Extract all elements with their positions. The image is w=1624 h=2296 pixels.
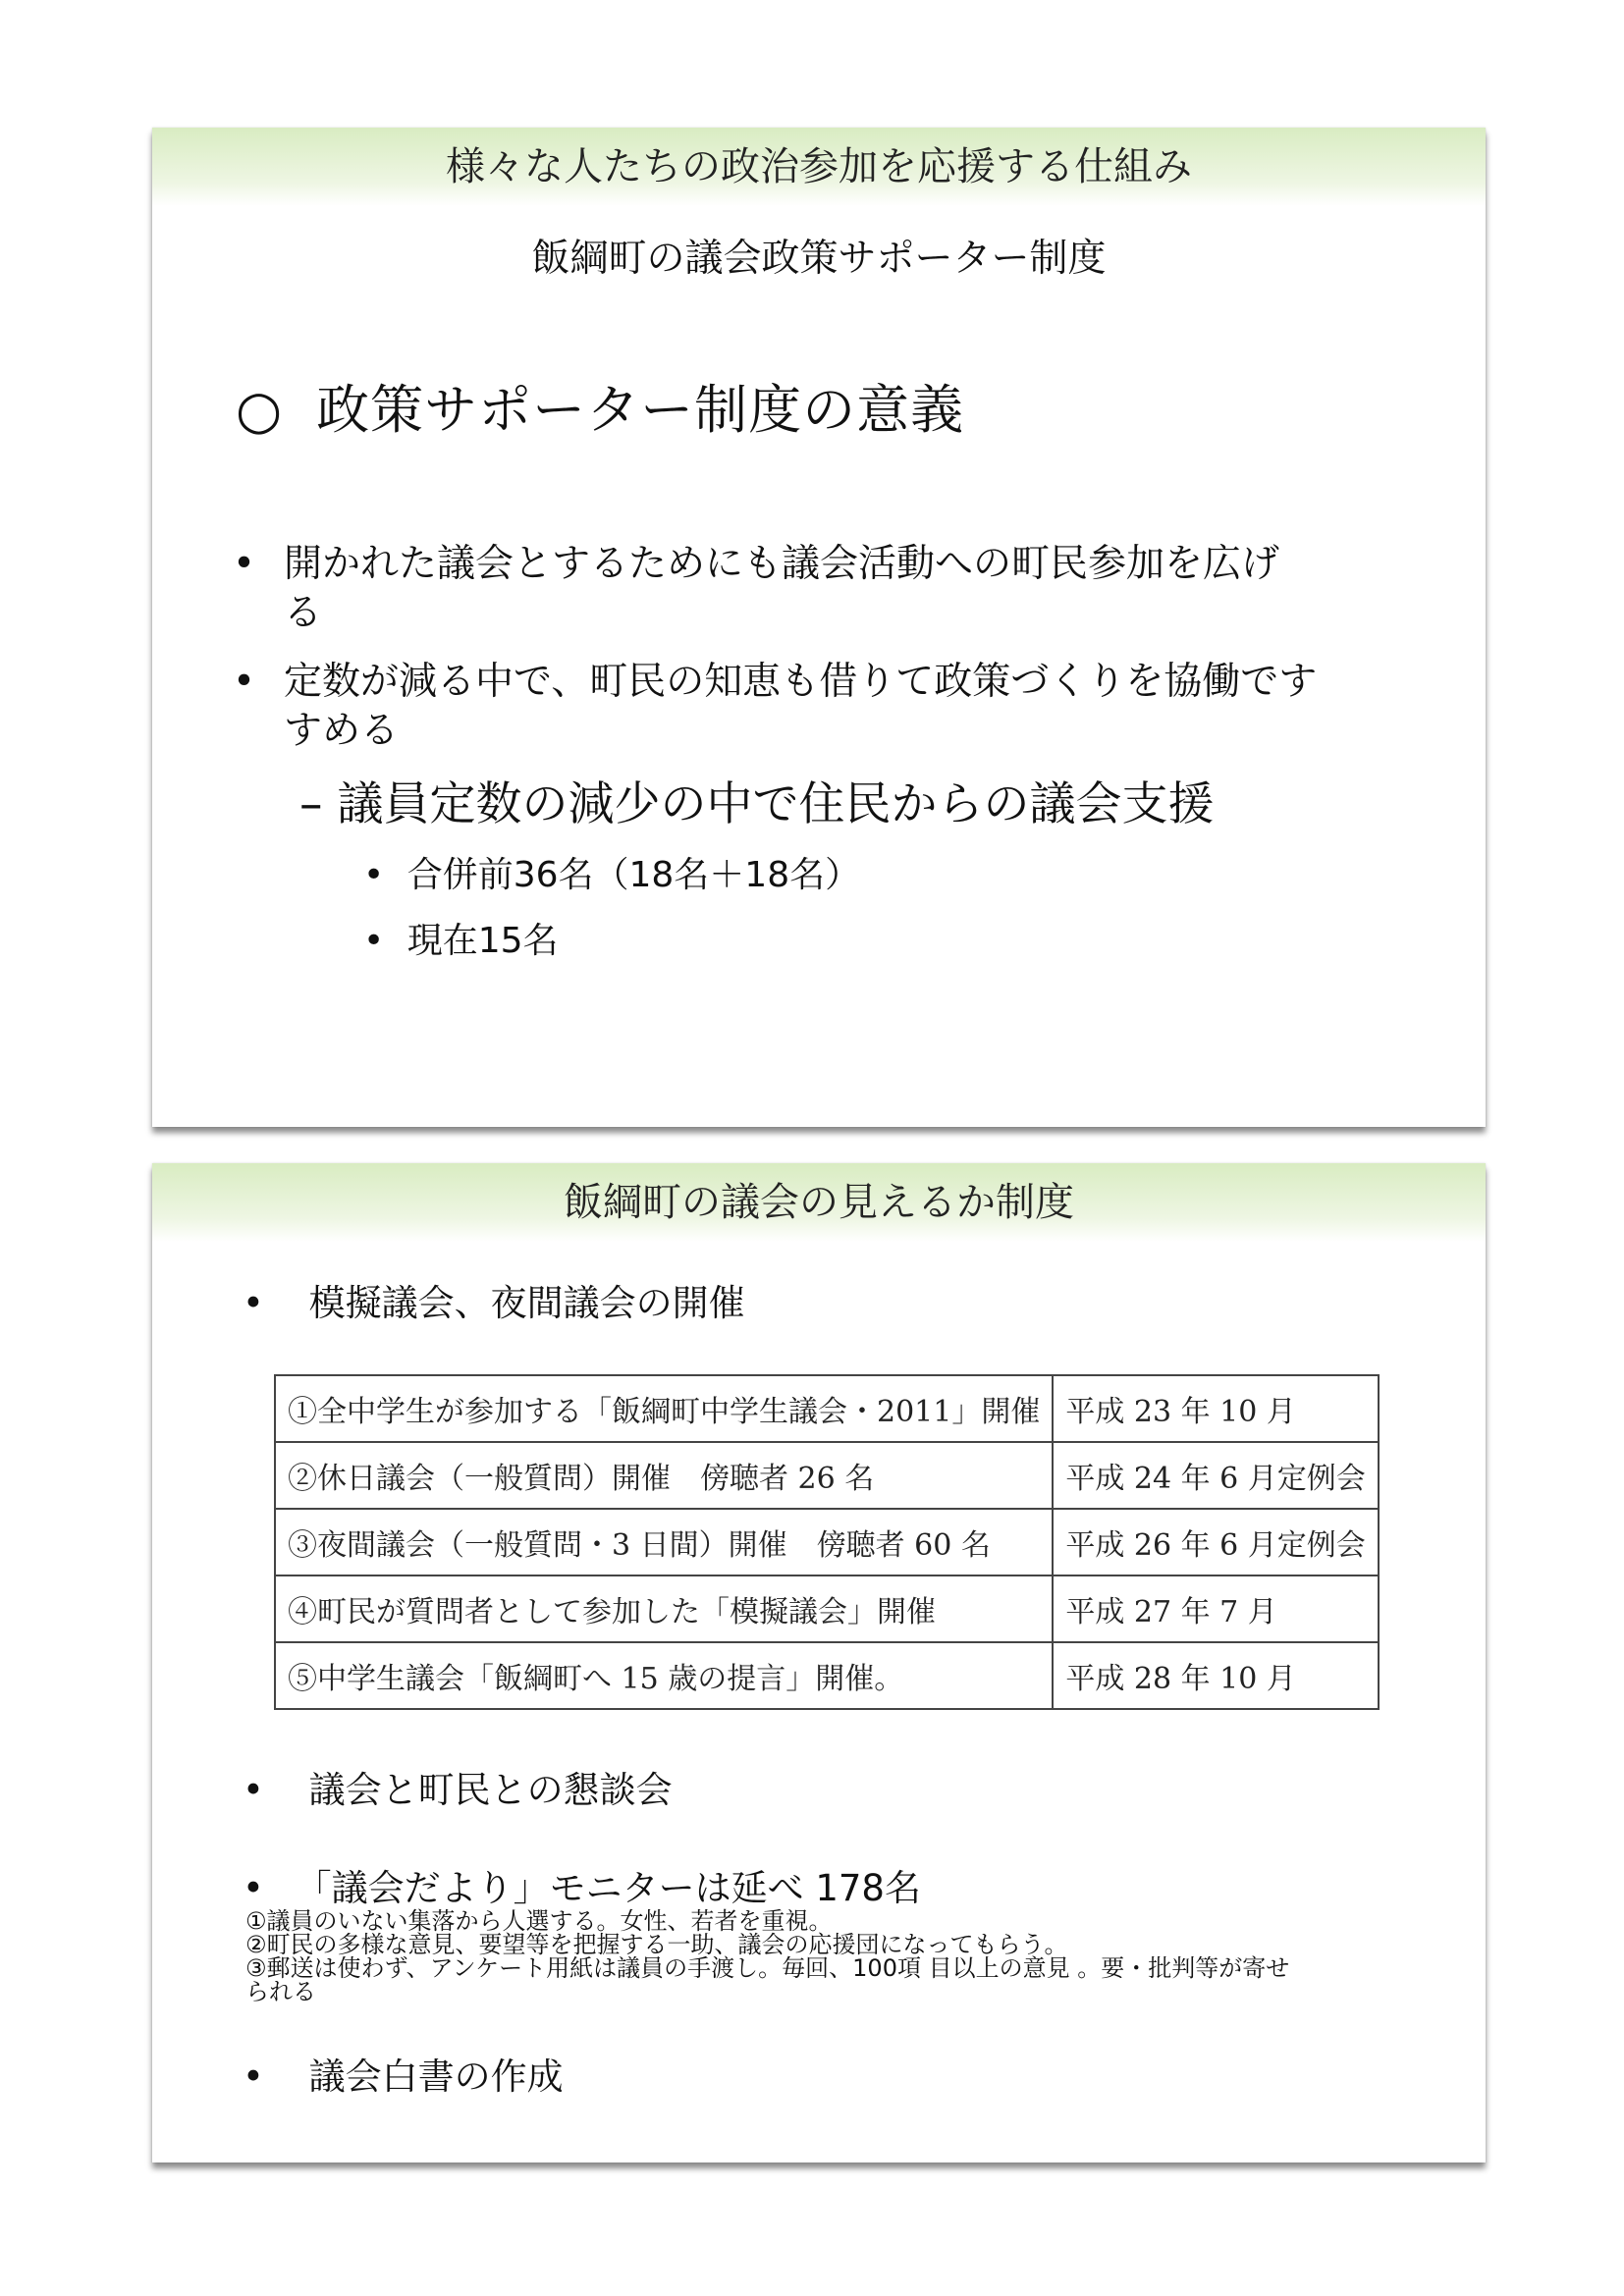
slide-2-title: 飯綱町の議会の見えるか制度 [152,1163,1486,1242]
events-table [274,1374,1380,1710]
slide-2 [152,1163,1486,2163]
event-cell: ④町民が質問者として参加した「模擬議会」開催 [275,1575,1053,1642]
event-cell: ②休日議会（一般質問）開催 傍聴者 26 名 [275,1442,1053,1509]
bullet-dot: • [233,542,256,586]
bullet-text: 「議会だより」モニターは延べ 178名 [295,1867,921,1909]
bullet-item [233,658,1318,756]
sub-sub-bullet [363,913,559,963]
monitor-notes [245,1909,1289,2003]
table-row [275,1575,1379,1642]
event-cell: ⑤中学生議会「飯綱町へ 15 歳の提言」開催。 [275,1642,1053,1709]
note-line: られる [245,1978,316,2005]
bullet-line: 定数が減る中で、町民の知恵も借りて政策づくりを協働です [284,660,1318,704]
bullet-dot: • [243,1769,264,1811]
bullet-text: 議会と町民との懇談会 [308,1769,673,1811]
slide-1-subtitle: 飯綱町の議会政策サポーター制度 [531,237,1107,281]
note-line: ③郵送は使わず、アンケート用紙は議員の手渡し。毎回、100項 目以上の意見 。要・批判等が寄せ [245,1954,1290,1982]
date-cell: 平成 24 年 6 月定例会 [1053,1442,1378,1509]
slide-1-title: 様々な人たちの政治参加を応援する仕組み [152,128,1486,206]
note-line: ①議員のいない集落から人選する。女性、若者を重視。 [245,1907,833,1935]
sub-sub-bullet-text: 現在15名 [406,921,559,961]
sub-sub-bullet [363,847,860,897]
bullet-dot: • [243,1282,264,1324]
date-cell: 平成 23 年 10 月 [1053,1375,1378,1442]
bullet-dot: • [363,855,385,895]
bullet-dot: • [243,1867,264,1909]
bullet-line: 開かれた議会とするためにも議会活動への町民参加を広げ [284,542,1280,586]
slide-1 [152,128,1486,1127]
bullet-text: 模擬議会、夜間議会の開催 [308,1282,745,1324]
bullet-item [243,2047,564,2100]
table-row [275,1442,1379,1509]
bullet-dot: • [233,660,256,704]
note-line: ②町民の多様な意見、要望等を把握する一助、議会の応援団になってもらう。 [245,1931,1068,1958]
table-row [275,1642,1379,1709]
bullet-text: 議会白書の作成 [308,2056,564,2098]
bullet-item [243,1273,745,1326]
sub-bullet: – 議員定数の減少の中で住民からの議会支援 [299,777,1215,831]
slide-1-heading [236,368,964,444]
heading-text: 政策サポーター制度の意義 [316,379,965,441]
bullet-line: る [284,591,323,635]
date-cell: 平成 27 年 7 月 [1053,1575,1378,1642]
bullet-item [233,540,1280,638]
table-row [275,1375,1379,1442]
bullet-item [243,1760,673,1813]
date-cell: 平成 28 年 10 月 [1053,1642,1378,1709]
date-cell: 平成 26 年 6 月定例会 [1053,1509,1378,1575]
circle-marker: ○ [236,379,284,441]
table-row [275,1509,1379,1575]
event-cell: ①全中学生が参加する「飯綱町中学生議会・2011」開催 [275,1375,1053,1442]
bullet-line: すめる [284,709,400,753]
bullet-item [243,1858,921,1911]
bullet-dot: • [363,921,385,961]
bullet-dot: • [243,2056,264,2098]
event-cell: ③夜間議会（一般質問・3 日間）開催 傍聴者 60 名 [275,1509,1053,1575]
sub-sub-bullet-text: 合併前36名（18名＋18名） [406,855,861,895]
